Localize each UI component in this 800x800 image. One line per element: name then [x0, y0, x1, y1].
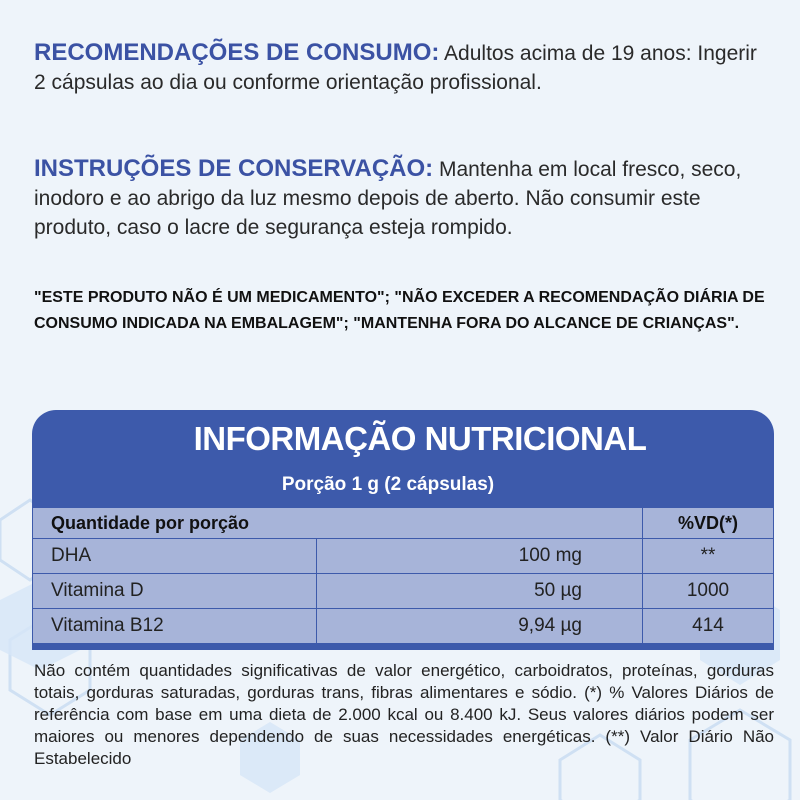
warning-text: "ESTE PRODUTO NÃO É UM MEDICAMENTO"; "NÃO EXCEDER A RECOMENDAÇÃO DIÁRIA DE CONSUMO INDICADA NA EMBALAGEM"; "MANTENHA FORA DO ALCANCE DE CRIANÇAS".	[34, 289, 765, 332]
nutrient-vd: 414	[643, 609, 774, 644]
table-row	[33, 539, 774, 574]
vd-header: %VD(*)	[643, 508, 774, 539]
nutrient-name: Vitamina D	[33, 574, 317, 609]
recommendations-text: Adultos acima de 19 anos: Ingerir 2 cápsulas ao dia ou conforme orientação profissional.	[34, 42, 757, 94]
storage-heading: INSTRUÇÕES DE CONSERVAÇÃO:	[34, 155, 434, 182]
nutrient-amount: 50 µg	[317, 574, 643, 609]
nutrient-vd: 1000	[643, 574, 774, 609]
nutrient-vd: **	[643, 539, 774, 574]
nutrient-name: Vitamina B12	[33, 609, 317, 644]
table-row	[33, 609, 774, 644]
table-row	[33, 574, 774, 609]
nutrition-title: INFORMAÇÃO NUTRICIONAL	[193, 420, 647, 457]
nutrient-amount: 100 mg	[317, 539, 643, 574]
nutrient-name: DHA	[33, 539, 317, 574]
recommendations-heading: RECOMENDAÇÕES DE CONSUMO:	[34, 39, 440, 66]
table-header-row	[33, 508, 774, 539]
nutrition-table	[32, 507, 774, 644]
portion-label: Porção 1 g (2 cápsulas)	[281, 474, 495, 495]
nutrient-amount: 9,94 µg	[317, 609, 643, 644]
consumption-recommendations	[34, 38, 774, 97]
quantity-header: Quantidade por porção	[33, 508, 643, 539]
storage-text: Mantenha em local fresco, seco, inodoro e ao abrigo da luz mesmo depois de aberto. Não consumir este produto, caso o lacre de segurança esteja rompido.	[34, 158, 742, 239]
storage-instructions	[34, 154, 774, 242]
nutrition-footnote: Não contém quantidades significativas de valor energético, carboidratos, proteínas, gorduras totais, gorduras saturadas, gorduras trans, fibras alimentares e sódio. (*) % Valores Diários de referência com base em uma dieta de 2.000 kcal ou 8.400 kJ. Seus valores diários podem ser maiores ou menores dependendo de suas necessidades energéticas. (**) Valor Diário Não Estabelecido	[34, 661, 774, 768]
